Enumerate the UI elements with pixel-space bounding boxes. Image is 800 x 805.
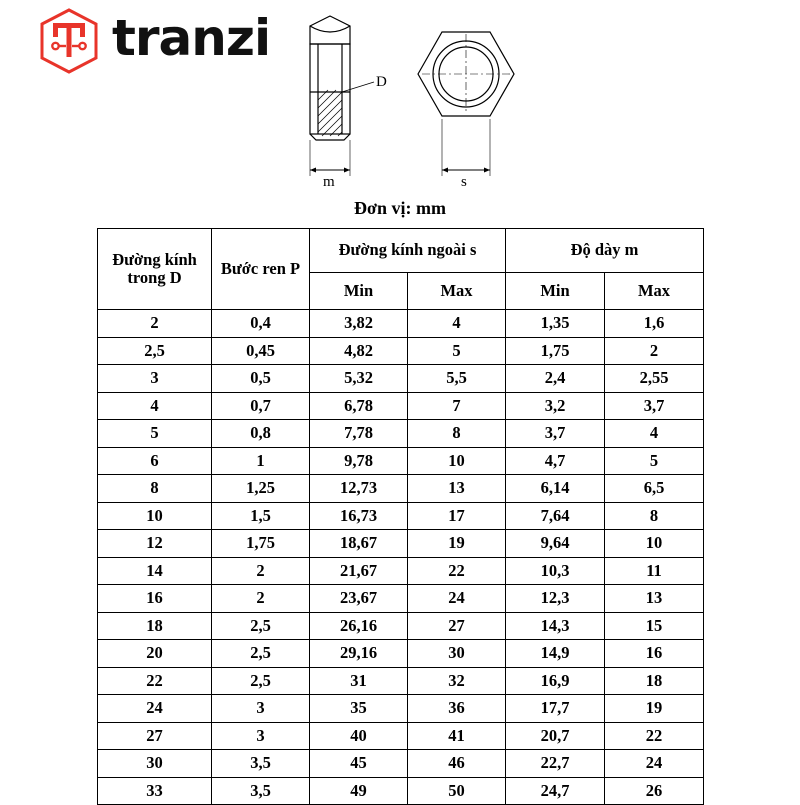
table-cell: 10,3 [506, 557, 605, 585]
table-cell: 19 [408, 530, 506, 558]
table-cell: 41 [408, 722, 506, 750]
table-row [98, 557, 704, 585]
table-cell: 14,9 [506, 640, 605, 668]
table-cell: 0,45 [212, 337, 310, 365]
table-cell: 35 [310, 695, 408, 723]
table-header [98, 229, 704, 310]
col-header-thread-pitch: Bước ren P [212, 229, 310, 310]
table-cell: 3,82 [310, 310, 408, 338]
tranzi-logo-icon [36, 8, 102, 74]
table-cell: 49 [310, 777, 408, 805]
table-cell: 9,64 [506, 530, 605, 558]
table-cell: 6,78 [310, 392, 408, 420]
table-body [98, 310, 704, 805]
table-cell: 8 [98, 475, 212, 503]
table-cell: 0,5 [212, 365, 310, 393]
table-cell: 9,78 [310, 447, 408, 475]
table-cell: 2,5 [212, 612, 310, 640]
col-header-group-thickness: Độ dày m [506, 229, 704, 273]
table-cell: 2,4 [506, 365, 605, 393]
col-header-inner-diameter: Đường kính trong D [98, 229, 212, 310]
table-cell: 0,4 [212, 310, 310, 338]
table-cell: 21,67 [310, 557, 408, 585]
table-cell: 6,14 [506, 475, 605, 503]
table-cell: 4,7 [506, 447, 605, 475]
table-cell: 14,3 [506, 612, 605, 640]
table-cell: 18 [605, 667, 704, 695]
table-cell: 0,7 [212, 392, 310, 420]
table-row [98, 420, 704, 448]
table-cell: 6 [98, 447, 212, 475]
table-cell: 3,7 [605, 392, 704, 420]
table-cell: 24 [98, 695, 212, 723]
table-cell: 31 [310, 667, 408, 695]
table-cell: 3,2 [506, 392, 605, 420]
table-cell: 24,7 [506, 777, 605, 805]
table-cell: 29,16 [310, 640, 408, 668]
table-cell: 23,67 [310, 585, 408, 613]
table-row [98, 337, 704, 365]
table-cell: 3 [212, 695, 310, 723]
unit-note: Đơn vị: mm [354, 198, 446, 218]
table-cell: 17 [408, 502, 506, 530]
table-row [98, 392, 704, 420]
table-cell: 10 [98, 502, 212, 530]
table-cell: 27 [98, 722, 212, 750]
table-cell: 50 [408, 777, 506, 805]
table-cell: 18,67 [310, 530, 408, 558]
spec-table-container [97, 228, 703, 805]
label-thickness: m [323, 174, 335, 190]
table-row [98, 502, 704, 530]
table-cell: 12 [98, 530, 212, 558]
table-cell: 4,82 [310, 337, 408, 365]
table-cell: 2 [98, 310, 212, 338]
table-cell: 16 [605, 640, 704, 668]
table-row [98, 310, 704, 338]
table-cell: 10 [605, 530, 704, 558]
table-cell: 22,7 [506, 750, 605, 778]
table-cell: 10 [408, 447, 506, 475]
table-cell: 4 [408, 310, 506, 338]
label-width-across-flats: s [461, 174, 467, 190]
table-cell: 16,73 [310, 502, 408, 530]
brand-name: tranzi [112, 9, 271, 67]
table-cell: 8 [408, 420, 506, 448]
table-cell: 7,78 [310, 420, 408, 448]
table-cell: 14 [98, 557, 212, 585]
table-cell: 5 [408, 337, 506, 365]
table-cell: 5,5 [408, 365, 506, 393]
table-cell: 3,7 [506, 420, 605, 448]
table-cell: 1,75 [212, 530, 310, 558]
table-cell: 13 [408, 475, 506, 503]
table-cell: 20,7 [506, 722, 605, 750]
table-cell: 4 [98, 392, 212, 420]
table-row [98, 612, 704, 640]
table-cell: 27 [408, 612, 506, 640]
table-cell: 2,5 [212, 640, 310, 668]
hex-nut-drawing [270, 4, 560, 194]
spec-table [97, 228, 704, 805]
col-header-s-min: Min [310, 273, 408, 310]
table-cell: 1,75 [506, 337, 605, 365]
table-cell: 2,5 [98, 337, 212, 365]
table-cell: 2,55 [605, 365, 704, 393]
table-cell: 24 [605, 750, 704, 778]
table-row [98, 695, 704, 723]
table-cell: 16 [98, 585, 212, 613]
table-cell: 1,5 [212, 502, 310, 530]
table-cell: 3 [212, 722, 310, 750]
table-row [98, 750, 704, 778]
table-cell: 13 [605, 585, 704, 613]
table-cell: 3 [98, 365, 212, 393]
table-cell: 46 [408, 750, 506, 778]
table-cell: 1 [212, 447, 310, 475]
table-cell: 24 [408, 585, 506, 613]
table-cell: 30 [98, 750, 212, 778]
col-header-m-min: Min [506, 273, 605, 310]
col-header-m-max: Max [605, 273, 704, 310]
table-cell: 2 [605, 337, 704, 365]
table-cell: 32 [408, 667, 506, 695]
brand-logo [36, 8, 270, 74]
col-header-group-outer-diameter: Đường kính ngoài s [310, 229, 506, 273]
label-inner-diameter: D [376, 74, 387, 90]
table-row [98, 667, 704, 695]
table-cell: 2 [212, 585, 310, 613]
header [0, 0, 800, 218]
table-cell: 18 [98, 612, 212, 640]
table-cell: 20 [98, 640, 212, 668]
table-cell: 45 [310, 750, 408, 778]
table-cell: 12,3 [506, 585, 605, 613]
table-cell: 1,25 [212, 475, 310, 503]
table-cell: 8 [605, 502, 704, 530]
table-cell: 1,6 [605, 310, 704, 338]
table-cell: 5 [605, 447, 704, 475]
table-cell: 7,64 [506, 502, 605, 530]
table-cell: 17,7 [506, 695, 605, 723]
col-header-s-max: Max [408, 273, 506, 310]
table-row [98, 640, 704, 668]
table-row [98, 365, 704, 393]
table-cell: 5 [98, 420, 212, 448]
table-cell: 1,35 [506, 310, 605, 338]
table-cell: 26,16 [310, 612, 408, 640]
table-cell: 26 [605, 777, 704, 805]
table-cell: 5,32 [310, 365, 408, 393]
table-cell: 2,5 [212, 667, 310, 695]
table-cell: 3,5 [212, 750, 310, 778]
table-cell: 7 [408, 392, 506, 420]
table-cell: 16,9 [506, 667, 605, 695]
table-row [98, 447, 704, 475]
table-cell: 22 [98, 667, 212, 695]
table-cell: 11 [605, 557, 704, 585]
table-row [98, 530, 704, 558]
table-cell: 3,5 [212, 777, 310, 805]
table-cell: 40 [310, 722, 408, 750]
table-row [98, 585, 704, 613]
table-cell: 4 [605, 420, 704, 448]
table-cell: 36 [408, 695, 506, 723]
table-cell: 12,73 [310, 475, 408, 503]
table-cell: 15 [605, 612, 704, 640]
table-cell: 30 [408, 640, 506, 668]
table-row [98, 475, 704, 503]
table-cell: 0,8 [212, 420, 310, 448]
table-cell: 33 [98, 777, 212, 805]
table-cell: 2 [212, 557, 310, 585]
table-row [98, 722, 704, 750]
table-row [98, 777, 704, 805]
table-cell: 19 [605, 695, 704, 723]
table-cell: 22 [605, 722, 704, 750]
table-cell: 22 [408, 557, 506, 585]
table-cell: 6,5 [605, 475, 704, 503]
